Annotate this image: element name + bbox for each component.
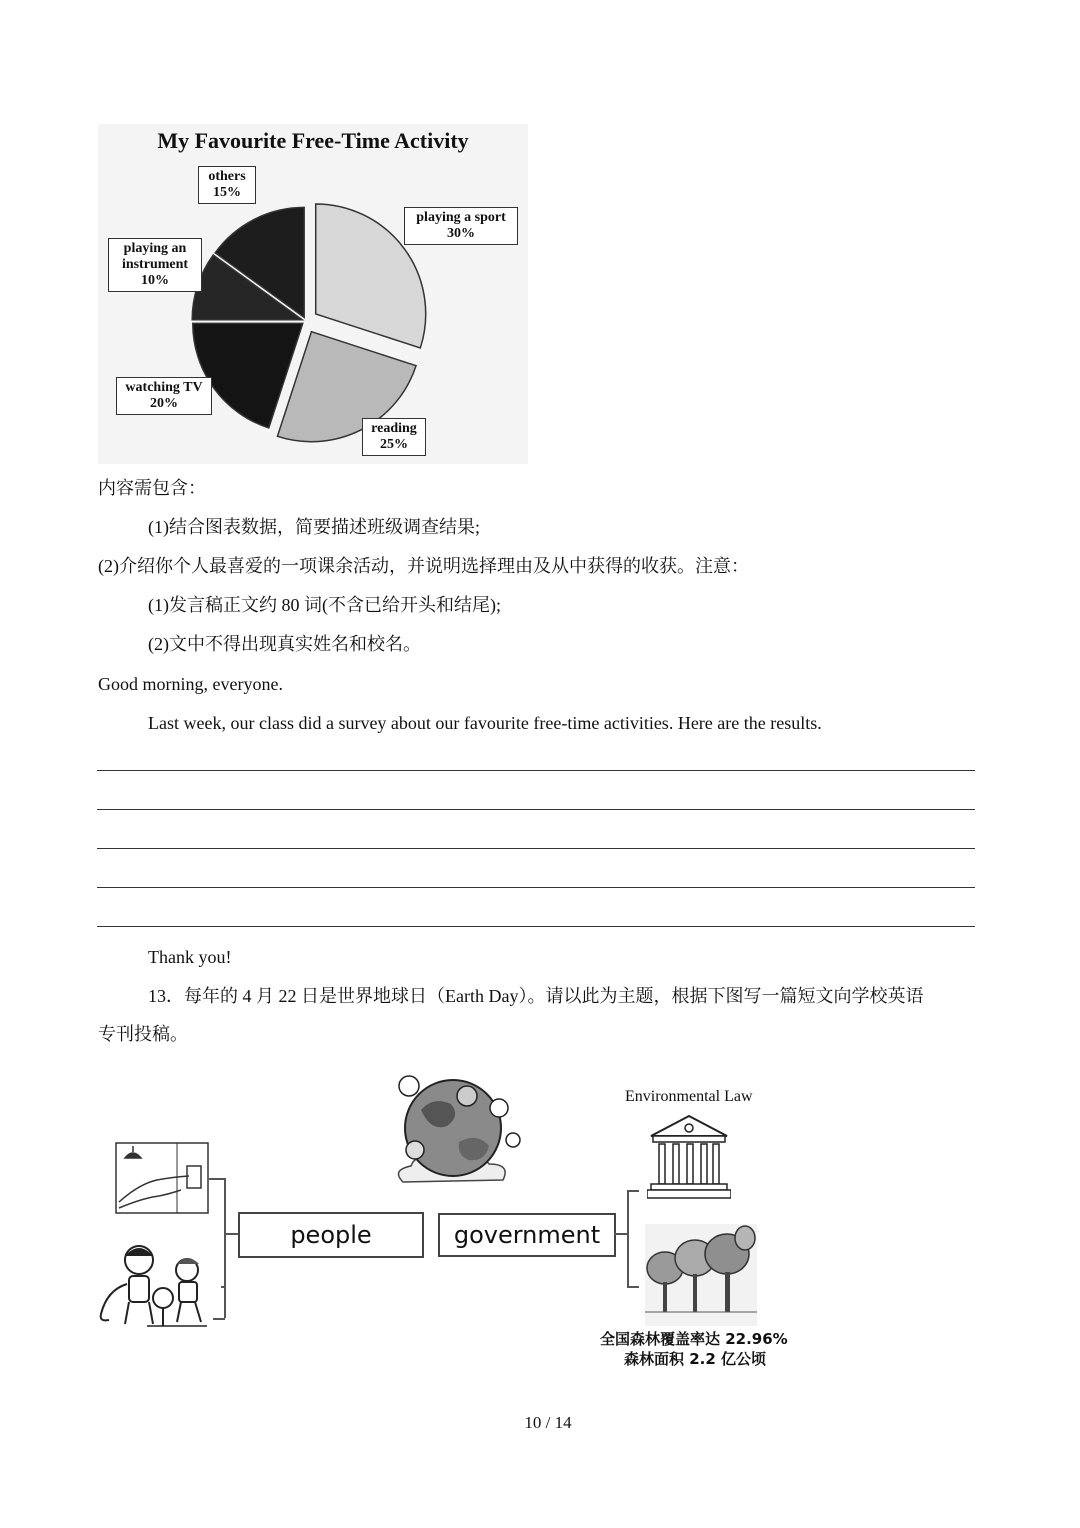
- people-box: [238, 1212, 424, 1258]
- bracket-line: [614, 1233, 628, 1235]
- answer-line[interactable]: [97, 926, 975, 927]
- forest-coverage: 全国森林覆盖率达 22.96%: [600, 1330, 788, 1348]
- callout-sport-label: playing a sport: [416, 210, 506, 225]
- callout-tv: [116, 377, 212, 415]
- callout-instrument-label-2: instrument: [121, 257, 189, 272]
- answer-line[interactable]: [97, 887, 975, 888]
- forest-picture: [645, 1224, 757, 1326]
- children-planting-icon: [97, 1240, 221, 1332]
- answer-line[interactable]: [97, 809, 975, 810]
- closing: Thank you!: [148, 947, 232, 967]
- switch-picture: [115, 1142, 209, 1214]
- callout-sport-value: 30%: [447, 226, 475, 241]
- requirement-2: (2)介绍你个人最喜爱的一项课余活动，并说明选择理由及从中获得的收获。注意：: [98, 556, 749, 576]
- callout-instrument-value: 10%: [141, 273, 169, 288]
- page-number: 10 / 14: [524, 1413, 572, 1432]
- question-13-line-1: 13．每年的 4 月 22 日是世界地球日（Earth Day）。请以此为主题，根据下图写一篇短文向学校英语: [148, 986, 924, 1006]
- government-label: government: [453, 1221, 601, 1249]
- requirement-1: (1)结合图表数据，简要描述班级调查结果;: [148, 517, 480, 537]
- bracket-line: [627, 1286, 639, 1288]
- callout-others: [198, 166, 256, 204]
- bracket-line: [209, 1178, 225, 1180]
- bracket-line: [224, 1178, 226, 1318]
- callout-reading-label: reading: [371, 421, 417, 436]
- callout-reading-value: 25%: [380, 437, 408, 452]
- forest-area: 森林面积 2.2 亿公顷: [624, 1350, 767, 1368]
- chart-title: My Favourite Free-Time Activity: [157, 128, 469, 153]
- hand-switch-icon: [115, 1142, 209, 1214]
- opening-sentence: Last week, our class did a survey about our favourite free-time activities. Here are the results.: [148, 713, 822, 733]
- bracket-line: [627, 1190, 639, 1192]
- callout-tv-label: watching TV: [125, 380, 203, 395]
- earth-picture: [373, 1062, 533, 1196]
- government-box: [438, 1213, 616, 1257]
- earth-children-icon: [373, 1062, 533, 1196]
- requirements-heading: 内容需包含：: [98, 478, 206, 498]
- court-picture: [647, 1114, 731, 1200]
- note-1: (1)发言稿正文约 80 词(不含已给开头和结尾);: [148, 595, 501, 615]
- answer-line[interactable]: [97, 770, 975, 771]
- question-13-line-2: 专刊投稿。: [98, 1024, 188, 1044]
- courthouse-icon: [647, 1114, 731, 1200]
- bracket-line: [224, 1233, 238, 1235]
- forest-icon: [645, 1224, 757, 1326]
- planting-picture: [97, 1240, 221, 1332]
- answer-line[interactable]: [97, 848, 975, 849]
- bracket-line: [213, 1318, 225, 1320]
- greeting: Good morning, everyone.: [98, 674, 283, 694]
- note-2: (2)文中不得出现真实姓名和校名。: [148, 634, 421, 654]
- callout-reading: [362, 418, 426, 456]
- callout-others-label: others: [208, 169, 246, 184]
- callout-tv-value: 20%: [150, 396, 178, 411]
- earth-day-diagram: [95, 1060, 815, 1380]
- pie-chart: [98, 124, 528, 464]
- people-label: people: [290, 1221, 372, 1249]
- callout-instrument-label-1: playing an: [123, 241, 187, 256]
- bracket-line: [627, 1190, 629, 1286]
- callout-instrument: [108, 238, 202, 292]
- law-label: Environmental Law: [625, 1088, 753, 1105]
- callout-others-value: 15%: [213, 185, 241, 200]
- callout-sport: [404, 207, 518, 245]
